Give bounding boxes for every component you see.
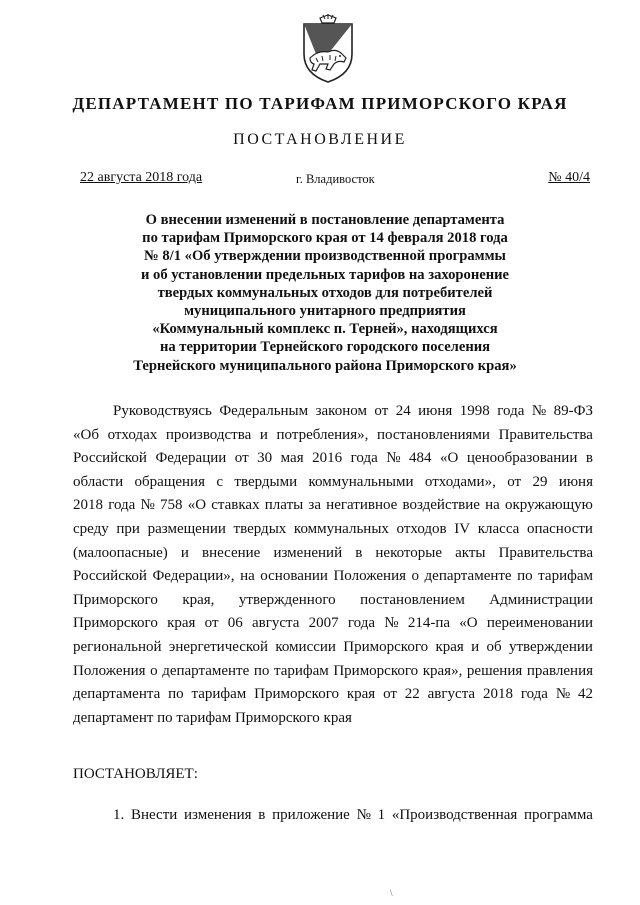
department-name: ДЕПАРТАМЕНТ ПО ТАРИФАМ ПРИМОРСКОГО КРАЯ bbox=[72, 94, 568, 113]
body-line: Российской Федерации», на основании Положения о департаменте по тарифам bbox=[73, 568, 593, 585]
body-line: области обращения с твердыми коммунальными отходами», от 29 июня bbox=[73, 473, 593, 490]
preamble-paragraph bbox=[73, 400, 593, 730]
body-line: Российской Федерации от 30 мая 2016 года № 484 «О ценообразовании в bbox=[73, 450, 593, 467]
title-line: и об установлении предельных тарифов на захоронение bbox=[140, 266, 510, 283]
title-line: твердых коммунальных отходов для потребителей bbox=[157, 284, 493, 301]
clause-1: 1. Внести изменения в приложение № 1 «Производственная программа bbox=[113, 807, 593, 823]
document-city: г. Владивосток bbox=[296, 172, 375, 186]
document-number: № 40/4 bbox=[548, 170, 590, 185]
body-line: Приморского края от 06 августа 2007 года № 214-па «О переименовании bbox=[73, 615, 593, 632]
document-title bbox=[90, 211, 560, 375]
body-line: Положения о департаменте по тарифам Приморского края», решения правления bbox=[73, 662, 593, 679]
title-line: по тарифам Приморского края от 14 февраля 2018 года bbox=[142, 230, 508, 247]
body-line: Руководствуясь Федеральным законом от 24 июня 1998 года № 89-ФЗ bbox=[113, 403, 593, 419]
body-line: региональной энергетической комиссии Приморского края и об утверждении bbox=[73, 638, 593, 655]
body-line: департамента по тарифам Приморского края от 22 августа 2018 года № 42 bbox=[73, 686, 593, 703]
footer-mark: \ bbox=[390, 888, 393, 898]
body-line: департамент по тарифам Приморского края bbox=[73, 709, 352, 726]
body-line: 2018 года № 758 «О ставках платы за негативное воздействие на окружающую bbox=[73, 497, 593, 514]
decree-heading: ПОСТАНОВЛЯЕТ: bbox=[73, 766, 198, 782]
title-line: «Коммунальный комплекс п. Терней», находящихся bbox=[152, 321, 498, 338]
title-line: № 8/1 «Об утверждении производственной программы bbox=[144, 248, 506, 265]
coat-of-arms-emblem bbox=[300, 14, 356, 84]
body-line: (малоопасные) и внесение изменений в некоторые акты Правительства bbox=[73, 544, 593, 561]
document-date: 22 августа 2018 года bbox=[80, 170, 203, 185]
body-line: Приморского края, утвержденного постановлением Администрации bbox=[73, 591, 593, 608]
document-type: ПОСТАНОВЛЕНИЕ bbox=[233, 131, 407, 148]
tiger-shield-icon bbox=[300, 14, 356, 84]
title-line: Тернейского муниципального района Приморского края» bbox=[133, 357, 517, 374]
title-line: на территории Тернейского городского поселения bbox=[159, 339, 491, 356]
body-line: среду при размещении твердых коммунальных отходов IV класса опасности bbox=[73, 520, 593, 537]
title-line: О внесении изменений в постановление департамента bbox=[145, 212, 505, 228]
title-line: муниципального унитарного предприятия bbox=[184, 303, 466, 320]
body-line: «Об отходах производства и потребления», постановлениями Правительства bbox=[73, 426, 593, 443]
